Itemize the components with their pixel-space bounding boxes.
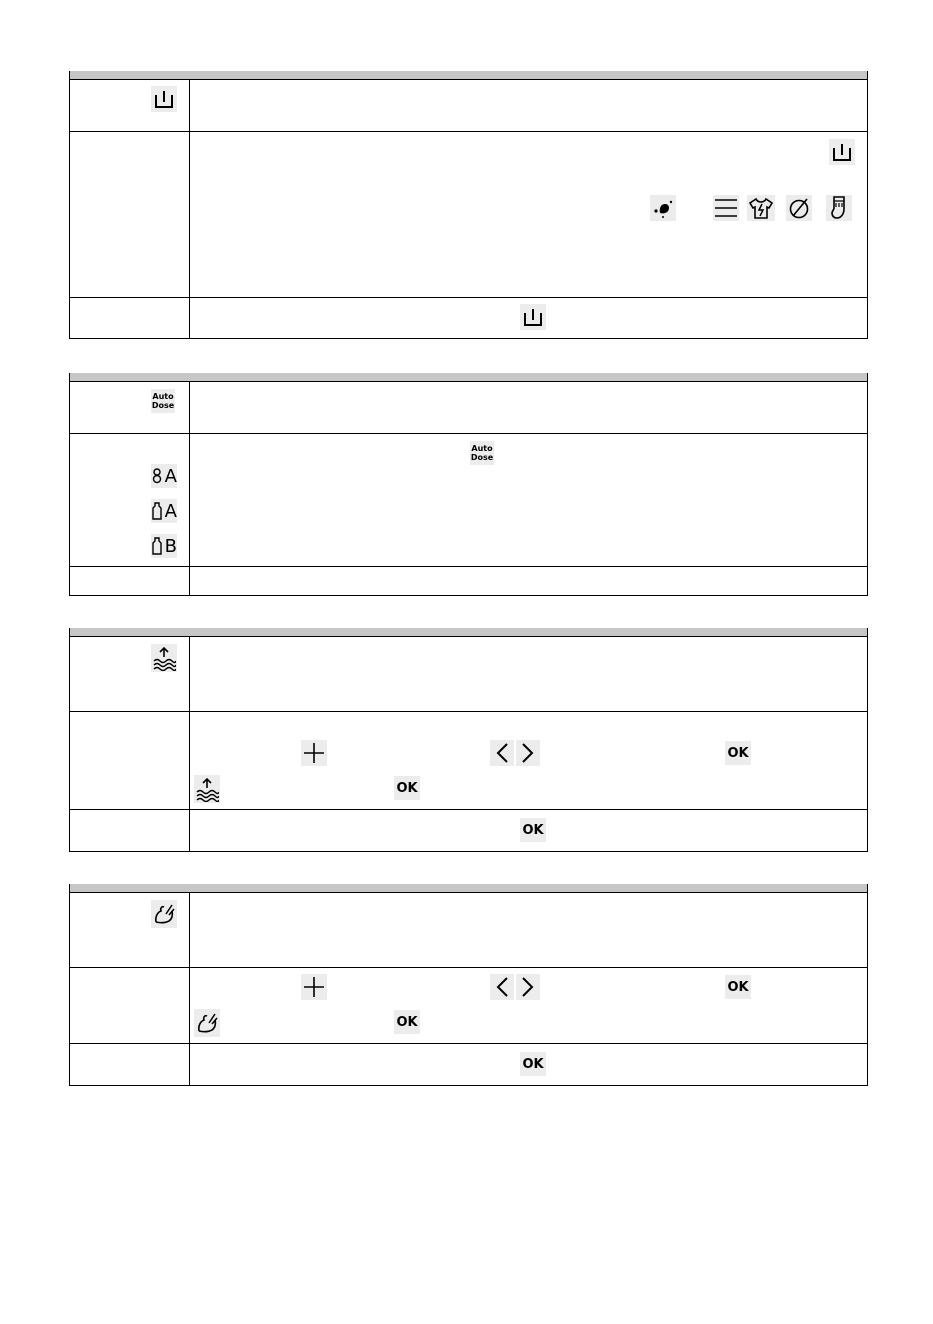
table-row <box>70 566 867 595</box>
leaf-icon <box>786 195 812 221</box>
ok-button-icon: OK <box>725 741 751 765</box>
table-row <box>70 433 867 566</box>
table-header-bar <box>70 884 867 892</box>
sock-icon <box>826 195 852 221</box>
table-header-bar <box>70 373 867 381</box>
ok-button-icon: OK <box>394 776 420 800</box>
table-header-bar <box>70 71 867 79</box>
auto-dose-line2: Dose <box>151 401 175 410</box>
extra-rinse-icon <box>194 775 220 803</box>
table-row <box>70 297 867 338</box>
column-divider <box>189 80 190 131</box>
table-row <box>70 636 867 711</box>
dispenser-letter: A <box>164 500 177 522</box>
auto-dose-line1: Auto <box>471 444 493 453</box>
steam-table <box>69 884 868 1086</box>
column-divider <box>189 968 190 1043</box>
right-chevron-icon <box>516 740 540 766</box>
table-header-bar <box>70 628 867 636</box>
dispenser-letter: A <box>164 465 177 487</box>
table-row <box>70 381 867 433</box>
table-row <box>70 809 867 851</box>
table-row <box>70 131 867 297</box>
drain-icon <box>520 304 546 330</box>
drain-icon <box>829 139 855 165</box>
column-divider <box>189 810 190 851</box>
left-chevron-icon <box>490 740 514 766</box>
column-divider <box>189 567 190 595</box>
ok-button-icon: OK <box>394 1010 420 1034</box>
table-row <box>70 1043 867 1085</box>
column-divider <box>189 132 190 297</box>
table-row <box>70 967 867 1043</box>
drain-icon <box>151 86 177 112</box>
auto-dose-icon <box>470 441 494 465</box>
left-chevron-icon <box>490 974 514 1000</box>
table-row <box>70 79 867 131</box>
plus-icon <box>301 740 327 766</box>
menu-lines-icon <box>713 195 739 221</box>
auto-dose-icon <box>151 389 175 413</box>
column-divider <box>189 298 190 338</box>
dispenser-letter: B <box>164 535 177 557</box>
auto-dose-table <box>69 373 868 596</box>
column-divider <box>189 893 190 967</box>
table-row <box>70 892 867 967</box>
ok-button-icon: OK <box>520 1052 546 1076</box>
table-row <box>70 711 867 809</box>
drain-table <box>69 71 868 339</box>
column-divider <box>189 382 190 433</box>
column-divider <box>189 637 190 711</box>
extra-rinse-table <box>69 628 868 852</box>
shirt-power-icon <box>747 195 775 221</box>
auto-dose-line2: Dose <box>470 453 494 462</box>
auto-dose-line1: Auto <box>152 392 174 401</box>
stain-icon <box>650 195 676 221</box>
ok-button-icon: OK <box>725 975 751 999</box>
steam-icon <box>194 1009 220 1037</box>
right-chevron-icon <box>516 974 540 1000</box>
ok-button-icon: OK <box>520 818 546 842</box>
column-divider <box>189 434 190 566</box>
column-divider <box>189 1044 190 1085</box>
plus-icon <box>301 974 327 1000</box>
extra-rinse-icon <box>151 644 177 672</box>
column-divider <box>189 712 190 809</box>
steam-icon <box>151 900 177 928</box>
